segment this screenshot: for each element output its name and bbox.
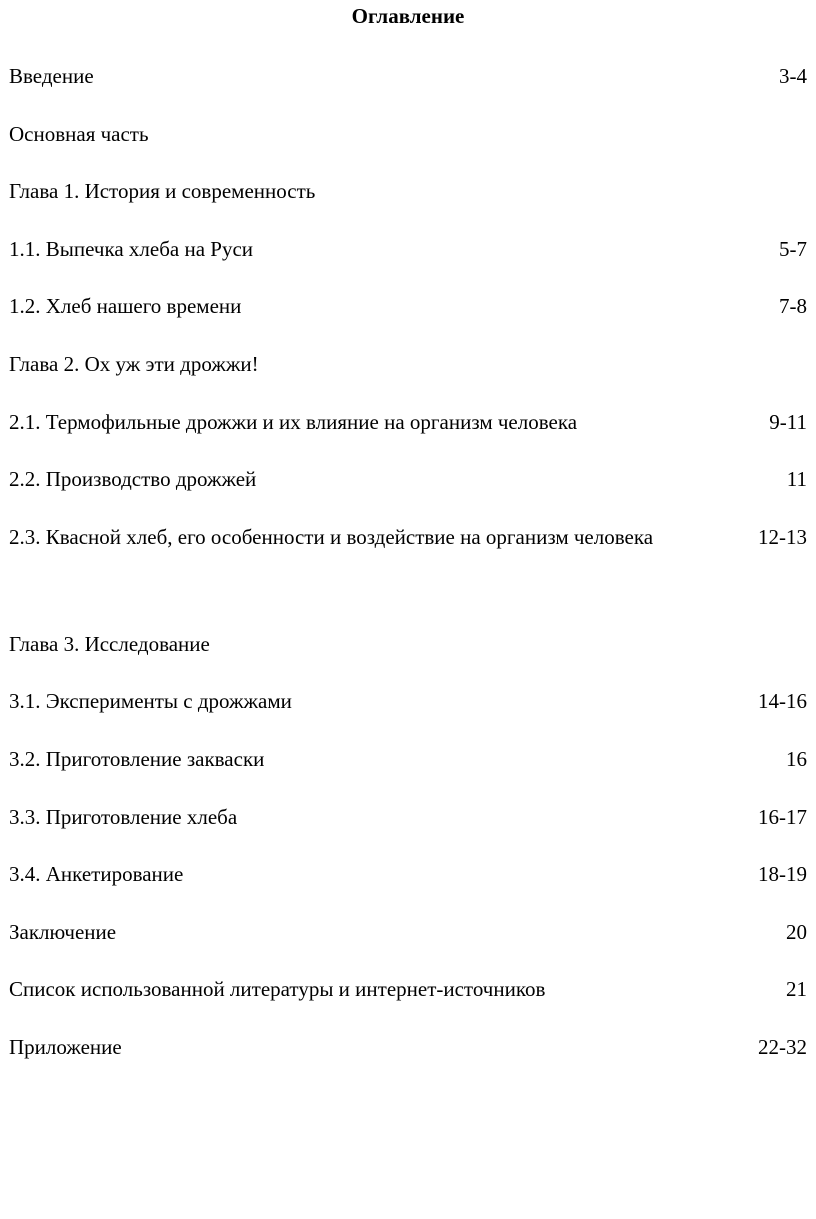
toc-list: [9, 50, 807, 1079]
toc-entry-page: 3-4: [779, 64, 807, 88]
toc-entry-main-part: [9, 108, 807, 166]
toc-entry-text: Основная часть: [9, 121, 149, 146]
toc-entry-text: 3.2. Приготовление закваски: [9, 746, 265, 771]
toc-entry-page: 9-11: [769, 409, 807, 434]
toc-entry-text: Глава 2. Ох уж эти дрожжи!: [9, 351, 259, 376]
toc-entry-text: 1.2. Хлеб нашего времени: [9, 294, 242, 319]
toc-entry-2-1: [9, 396, 807, 454]
toc-entry-text: Заключение: [9, 919, 117, 944]
toc-entry-text: 3.4. Анкетирование: [9, 862, 184, 887]
toc-entry-text: 1.1. Выпечка хлеба на Руси: [9, 236, 254, 261]
toc-entry-1-1: [9, 223, 807, 281]
toc-entry-text: 2.2. Производство дрожжей: [9, 467, 257, 492]
toc-entry-text: Глава 1. История и современность: [9, 179, 316, 204]
toc-entry-text: Приложение: [9, 1034, 122, 1059]
toc-entry-text: Введение: [9, 64, 94, 88]
toc-entry-page: 5-7: [779, 236, 807, 261]
toc-entry-page: 12-13: [758, 524, 807, 549]
toc-entry-appendix: [9, 1021, 807, 1079]
toc-entry-2-2: [9, 453, 807, 511]
toc-entry-text: 2.1. Термофильные дрожжи и их влияние на организм человека: [9, 409, 578, 434]
toc-entry-page: 16: [786, 746, 807, 771]
toc-entry-page: 22-32: [758, 1034, 807, 1059]
toc-entry-page: 20: [786, 919, 807, 944]
toc-entry-3-2: [9, 733, 807, 791]
toc-entry-page: 11: [786, 467, 807, 492]
toc-entry-chapter-2: [9, 338, 807, 396]
toc-entry-introduction: [9, 50, 807, 108]
toc-entry-references: [9, 963, 807, 1021]
toc-entry-text: 3.1. Эксперименты с дрожжами: [9, 689, 292, 714]
toc-entry-1-2: [9, 280, 807, 338]
toc-entry-page: 16-17: [758, 804, 807, 829]
toc-entry-page: 7-8: [779, 294, 807, 319]
toc-entry-chapter-1: [9, 165, 807, 223]
toc-entry-text: Список использованной литературы и интернет-источников: [9, 977, 546, 1002]
toc-entry-page: 21: [786, 977, 807, 1002]
toc-title: Оглавление: [351, 4, 465, 28]
toc-entry-text: 2.3. Квасной хлеб, его особенности и воздействие на организм человека: [9, 524, 654, 549]
toc-entry-conclusion: [9, 906, 807, 964]
toc-entry-text: 3.3. Приготовление хлеба: [9, 804, 238, 829]
toc-entry-2-3: [9, 511, 807, 618]
toc-entry-page: 14-16: [758, 689, 807, 714]
toc-entry-3-1: [9, 675, 807, 733]
toc-entry-3-3: [9, 791, 807, 849]
toc-entry-page: 18-19: [758, 862, 807, 887]
toc-entry-3-4: [9, 848, 807, 906]
toc-entry-chapter-3: [9, 618, 807, 676]
toc-entry-text: Глава 3. Исследование: [9, 631, 210, 656]
